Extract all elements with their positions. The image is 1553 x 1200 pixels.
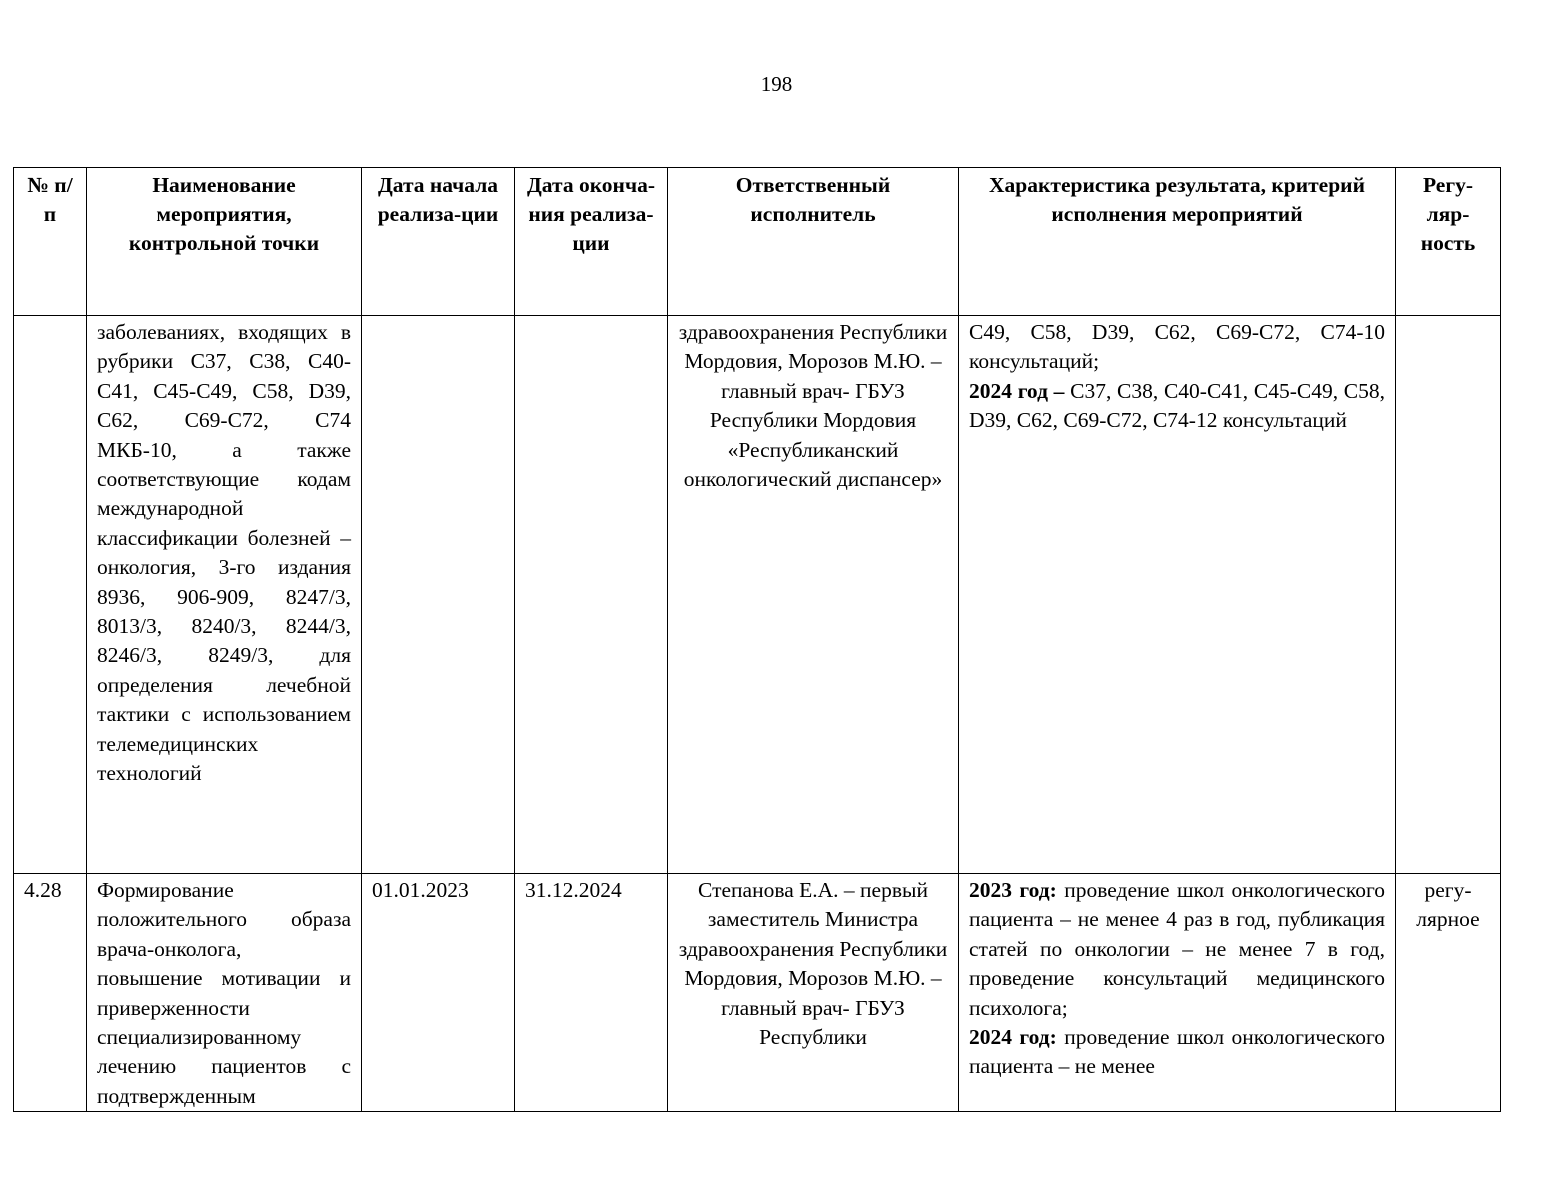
header-start-date: Дата начала реализа-ции (362, 168, 515, 316)
result-text: проведение школ онкологического пациента – не менее (969, 1025, 1385, 1079)
result-text: C37, C38, C40-C41, C45-C49, C58, D39, C62, C69-C72, C74-12 консультаций (969, 378, 1386, 433)
result-paragraph (969, 1023, 1385, 1082)
table-row (14, 316, 1501, 874)
result-paragraph (969, 876, 1385, 1023)
result-paragraph (969, 377, 1385, 436)
header-responsible: Ответственный исполнитель (668, 168, 959, 316)
cell-result (959, 316, 1396, 874)
cell-result (959, 874, 1396, 1112)
cell-number (14, 316, 87, 874)
header-number: № п/п (14, 168, 87, 316)
cell-responsible: Степанова Е.А. – первый заместитель Министра здравоохранения Республики Мордовия, Морозов М.Ю. – главный врач- ГБУЗ Республики (668, 874, 959, 1112)
header-regularity: Регу-ляр-ность (1396, 168, 1501, 316)
result-text: C49, C58, D39, C62, C69-C72, C74-10 консультаций; (969, 320, 1385, 374)
cell-regularity: регу-лярное (1396, 874, 1501, 1112)
cell-name: Формирование положительного образа врача-онколога, повышение мотивации и приверженности специализированному лечению пациентов с подтвержденным (87, 874, 362, 1112)
table-header-row (14, 168, 1501, 316)
result-paragraph (969, 318, 1385, 377)
result-lead: 2024 год – (969, 378, 1065, 403)
result-text: проведение школ онкологического пациента – не менее 4 раз в год, публикация статей по онкологии – не менее 7 в год, проведение консультаций медицинского психолога; (969, 878, 1385, 1020)
cell-start-date (362, 316, 515, 874)
result-lead: 2023 год: (969, 878, 1057, 902)
header-name: Наименование мероприятия, контрольной точки (87, 168, 362, 316)
cell-regularity (1396, 316, 1501, 874)
cell-number: 4.28 (14, 874, 87, 1112)
cell-responsible: здравоохранения Республики Мордовия, Морозов М.Ю. – главный врач- ГБУЗ Республики Мордовия «Республиканский онкологический диспансер» (668, 316, 959, 874)
table-row (14, 874, 1501, 1112)
cell-end-date: 31.12.2024 (515, 874, 668, 1112)
header-end-date: Дата оконча-ния реализа-ции (515, 168, 668, 316)
cell-name: заболеваниях, входящих в рубрики C37, C38, C40-C41, C45-C49, C58, D39, C62, C69-C72, C74 МКБ-10, а также соответствующие кодам международной классификации болезней – онкология, 3-го издания 8936, 906-909, 8247/3, 8013/3, 8240/3, 8244/3, 8246/3, 8249/3, для определения лечебной тактики с использованием телемедицинских технологий (87, 316, 362, 874)
measures-table (13, 167, 1501, 1112)
cell-start-date: 01.01.2023 (362, 874, 515, 1112)
cell-end-date (515, 316, 668, 874)
page-number: 198 (760, 72, 793, 96)
header-result: Характеристика результата, критерий исполнения мероприятий (959, 168, 1396, 316)
result-lead: 2024 год: (969, 1025, 1057, 1050)
